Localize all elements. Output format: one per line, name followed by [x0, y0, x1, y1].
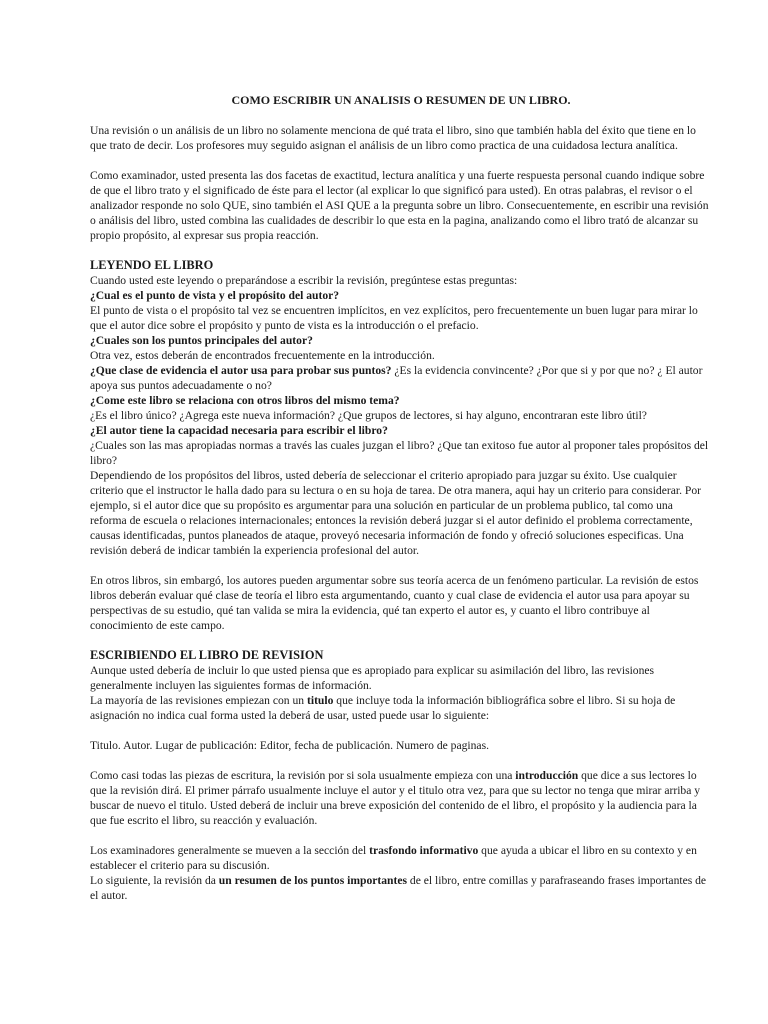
document-page	[90, 93, 712, 903]
title-keyword: titulo	[306, 694, 334, 707]
writing-paragraph-summary	[90, 873, 712, 903]
writing-paragraph-title	[90, 693, 712, 723]
section-heading-reading: LEYENDO EL LIBRO	[90, 258, 214, 272]
background-keyword: trasfondo informativo	[369, 844, 479, 857]
background-text-b: que ayuda a ubicar el libro en su contexto y en establecer el criterio para su discusión.	[90, 844, 697, 872]
reading-lead-paragraph: Cuando usted este leyendo o preparándose a escribir la revisión, pregúntese estas preguntas:	[90, 274, 518, 287]
theory-paragraph: En otros libros, sin embargó, los autores pueden argumentar sobre sus teoría acerca de un fenómeno particular. La revisión de estos libros deberán evaluar qué clase de teoría el libro esta argumentando, cuanto y cual clase de evidencia el autor usa para apoyar su perspectivas de su estudio, qué tan valida se mira la evidencia, qué tan experto el autor es, y cuanto el libro contribuye al conocimiento de este campo.	[90, 574, 699, 632]
intro-text-b: que dice a sus lectores lo que la revisión dirá. El primer párrafo usualmente incluye el autor y el titulo otra vez, para que su lector no tenga que mirar arriba y buscar de nuevo el titulo. Usted deberá de incluir una breve exposición del contenido de el libro, el propósito y la audiencia para la que fue escrito el libro, su reacción y evaluación.	[90, 769, 701, 827]
question-evidence: ¿Que clase de evidencia el autor usa para probar sus puntos?	[90, 364, 392, 377]
section-heading-writing: ESCRIBIENDO EL LIBRO DE REVISION	[90, 648, 324, 662]
title-text-a: La mayoría de las revisiones empiezan con un	[90, 694, 307, 707]
answer-main-points: Otra vez, estos deberán de encontrados frecuentemente en la introducción.	[90, 349, 435, 362]
answer-related-books: ¿Es el libro único? ¿Agrega este nueva información? ¿Que grupos de lectores, si hay alguno, encontraran este libro útil?	[90, 409, 647, 422]
background-text-a: Los examinadores generalmente se mueven a la sección del	[90, 844, 370, 857]
summary-text-a: Lo siguiente, la revisión da	[90, 874, 219, 887]
summary-text-b: de el libro, entre comillas y parafraseando frases importantes de el autor.	[90, 874, 707, 902]
intro-paragraph-1: Una revisión o un análisis de un libro no solamente menciona de qué trata el libro, sino que también habla del éxito que tiene en lo que trato de decir. Los profesores muy seguido asignan el análisis de un libro como practica de una cuidadosa lectura analítica.	[90, 124, 696, 152]
intro-text-a: Como casi todas las piezas de escritura, la revisión por si sola usualmente empieza con una	[90, 769, 516, 782]
answer-evidence: ¿Es la evidencia convincente? ¿Por que si y por que no? ¿ El autor apoya sus puntos adecuadamente o no?	[90, 364, 703, 392]
summary-keyword: un resumen de los puntos importantes	[218, 874, 408, 887]
document-title: COMO ESCRIBIR UN ANALISIS O RESUMEN DE UN LIBRO.	[231, 93, 571, 107]
question-purpose: ¿Cual es el punto de vista y el propósito del autor?	[90, 289, 340, 302]
title-text-b: que incluye toda la información bibliográfica sobre el libro. Si su hoja de asignación no indica cual forma usted la deberá de usar, usted puede usar lo siguiente:	[90, 694, 676, 722]
question-author-capacity: ¿El autor tiene la capacidad necesaria para escribir el libro?	[90, 424, 388, 437]
introduction-keyword: introducción	[515, 769, 579, 782]
intro-paragraph-2: Como examinador, usted presenta las dos facetas de exactitud, lectura analítica y una fuerte respuesta personal cuando indique sobre de que el libro trato y el significado de éste para el lector (al explicar lo que significó para usted). En otras palabras, el revisor o el analizador responde no solo QUE, sino también el ASI QUE a la pregunta sobre un libro. Consecuentemente, en escribir una revisión o análisis del libro, usted combina las cualidades de describir lo que esta en la pagina, analizando como el libro trató de alcanzar su propio propósito, al expresar sus propia reacción.	[90, 169, 709, 242]
writing-paragraph-1: Aunque usted debería de incluir lo que usted piensa que es apropiado para explicar su asimilación del libro, las revisiones generalmente incluyen las siguientes formas de información.	[90, 664, 655, 692]
answer-purpose: El punto de vista o el propósito tal vez se encuentren implícitos, en vez explícitos, pero frecuentemente un buen lugar para mirar lo que el autor dice sobre el propósito y punto de vista es la introducción o el prefacio.	[90, 304, 698, 332]
question-evidence-paragraph	[90, 363, 712, 393]
format-line: Titulo. Autor. Lugar de publicación: Editor, fecha de publicación. Numero de paginas.	[90, 739, 489, 752]
writing-paragraph-introduction	[90, 768, 712, 828]
question-main-points: ¿Cuales son los puntos principales del autor?	[90, 334, 313, 347]
question-related-books: ¿Come este libro se relaciona con otros libros del mismo tema?	[90, 394, 400, 407]
answer-author-capacity: ¿Cuales son las mas apropiadas normas a través las cuales juzgan el libro? ¿Que tan exitoso fue autor al proponer tales propósitos del libro?	[90, 439, 709, 467]
writing-paragraph-background	[90, 843, 712, 873]
criteria-paragraph: Dependiendo de los propósitos del libros, usted debería de seleccionar el criterio apropiado para juzgar su éxito. Use cualquier criterio que el instructor le halla dado para su lectura o en su hoja de tarea. De otra manera, aqui hay un criterio para considerar. Por ejemplo, si el autor dice que su propósito es argumentar para una solución en particular de un problema publico, tal como una reforma de escuela o relaciones internacionales; entonces la revisión deberá juzgar si el autor definido el problema correctamente, causas identificadas, puntos planeados de ataque, proveyó necesaria información de fondo y ofreció soluciones especificas. Una revisión deberá de indicar también la experiencia profesional del autor.	[90, 469, 701, 557]
